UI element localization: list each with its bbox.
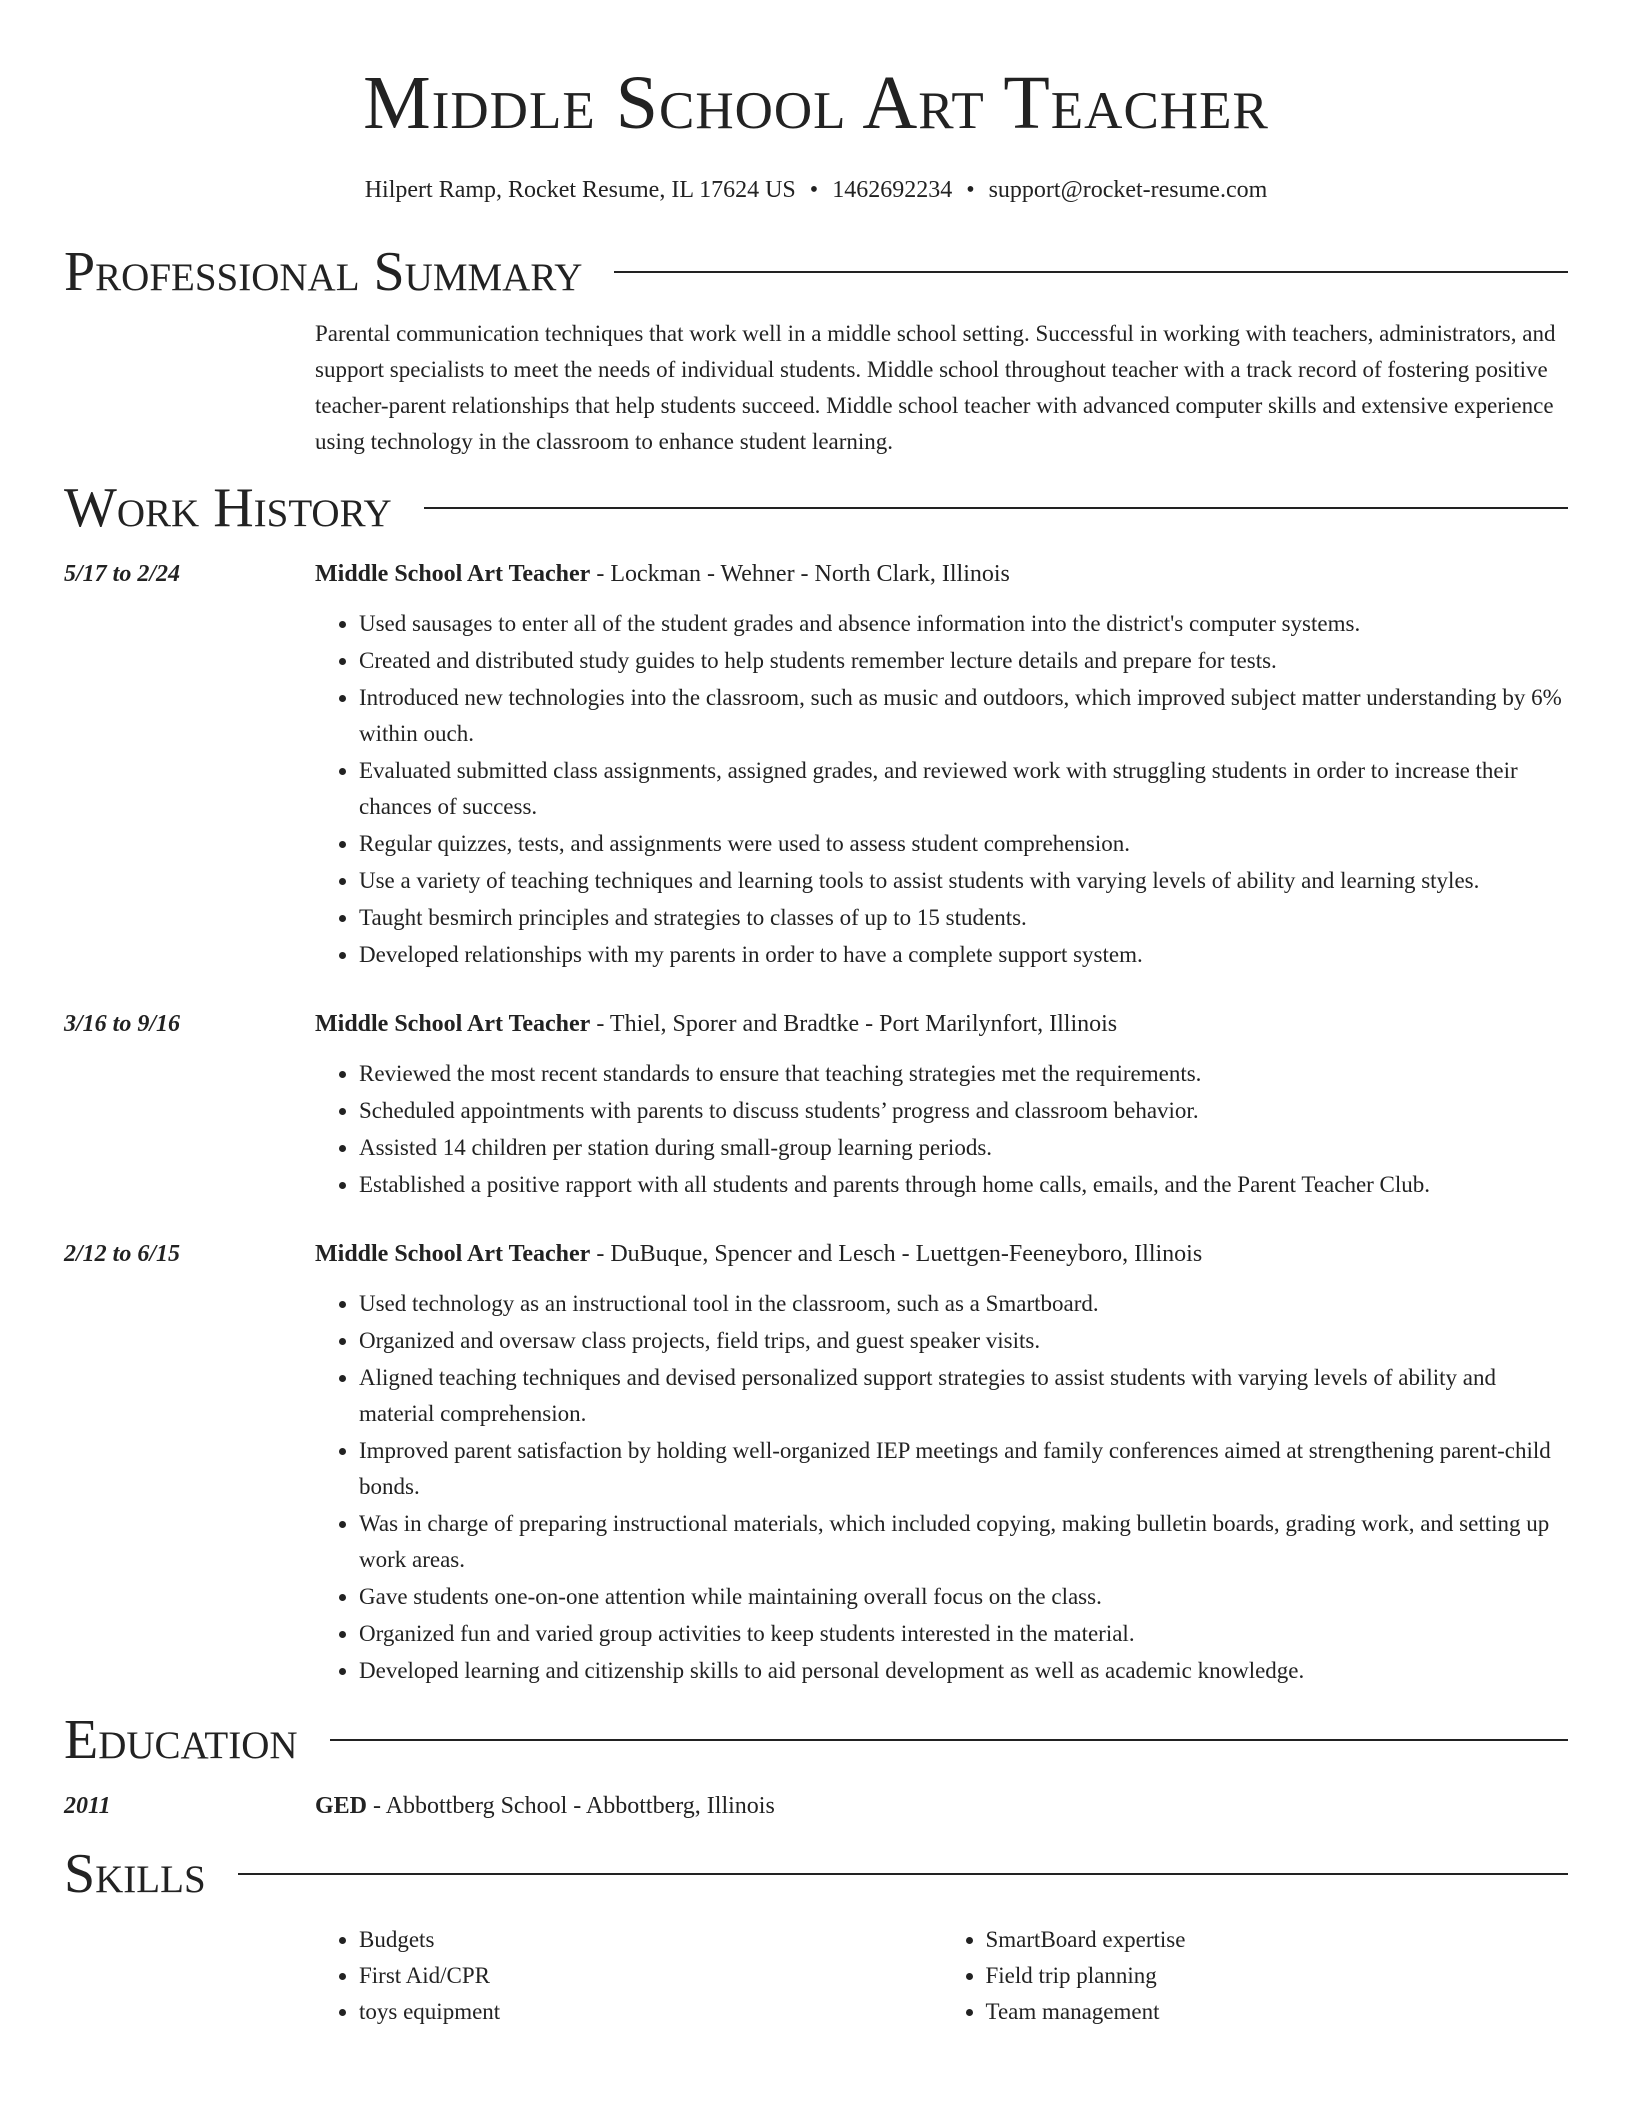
section-divider <box>614 271 1568 273</box>
job-title-line <box>315 1006 1568 1042</box>
job-entry <box>64 1006 1568 1204</box>
contact-line <box>64 174 1568 206</box>
education-section-header <box>64 1708 1568 1772</box>
job-employer: - Thiel, Sporer and Bradtke - Port Marilynfort, Illinois <box>590 1011 1118 1037</box>
list-item: • Organized fun and varied group activities to keep students interested in the material. <box>359 1616 1568 1652</box>
education-entry <box>64 1788 1568 1824</box>
contact-email[interactable]: support@rocket-resume.com <box>988 177 1268 203</box>
list-item: • Organized and oversaw class projects, field trips, and guest speaker visits. <box>359 1323 1568 1359</box>
list-item: • Created and distributed study guides to help students remember lecture details and prepare for tests. <box>359 643 1568 679</box>
list-item: • Evaluated submitted class assignments, assigned grades, and reviewed work with struggling students in order to increase their chances of success. <box>359 753 1568 825</box>
summary-text: Parental communication techniques that work well in a middle school setting. Successful in working with teachers, administrators, and support specialists to meet the needs of individual students. Middle school throughout teacher with a track record of fostering positive teacher-parent relationships that help students succeed. Middle school teacher with advanced computer skills and extensive experience using technology in the classroom to enhance student learning. <box>315 321 1556 454</box>
contact-address: Hilpert Ramp, Rocket Resume, IL 17624 US <box>364 177 796 203</box>
section-divider <box>238 1873 1568 1875</box>
list-item: • Developed learning and citizenship skills to aid personal development as well as academic knowledge. <box>359 1653 1568 1689</box>
job-dates: 2/12 to 6/15 <box>64 1241 181 1267</box>
skills-column-right <box>942 1922 1569 2030</box>
list-item: • toys equipment <box>359 1994 942 2030</box>
resume-page <box>64 0 1568 2030</box>
job-employer: - Lockman - Wehner - North Clark, Illinois <box>590 561 1010 587</box>
list-item: • Aligned teaching techniques and devised personalized support strategies to assist students with varying levels of ability and material comprehension. <box>359 1360 1568 1432</box>
job-bullets <box>315 1056 1568 1203</box>
job-dates: 5/17 to 2/24 <box>64 561 181 587</box>
work-heading: Work History <box>64 477 392 539</box>
section-divider <box>330 1739 1568 1741</box>
education-degree: GED <box>315 1793 368 1819</box>
list-item: • Use a variety of teaching techniques and learning tools to assist students with varying levels of ability and learning styles. <box>359 863 1568 899</box>
skills-column-left <box>315 1922 942 2030</box>
work-section-header <box>64 476 1568 540</box>
skills-heading: Skills <box>64 1843 206 1905</box>
job-employer: - DuBuque, Spencer and Lesch - Luettgen-Feeneyboro, Illinois <box>590 1241 1203 1267</box>
job-title: Middle School Art Teacher <box>315 1241 591 1267</box>
list-item: • Assisted 14 children per station during small-group learning periods. <box>359 1130 1568 1166</box>
list-item: • Used technology as an instructional tool in the classroom, such as a Smartboard. <box>359 1286 1568 1322</box>
education-line <box>315 1788 775 1824</box>
job-title: Middle School Art Teacher <box>315 1011 591 1037</box>
education-year: 2011 <box>64 1793 111 1819</box>
resume-name: Middle School Art Teacher <box>363 61 1269 145</box>
section-divider <box>424 507 1568 509</box>
contact-separator: • <box>966 177 975 203</box>
list-item: • Regular quizzes, tests, and assignments were used to assess student comprehension. <box>359 826 1568 862</box>
list-item: • Reviewed the most recent standards to ensure that teaching strategies met the requirements. <box>359 1056 1568 1092</box>
list-item: • Budgets <box>359 1922 942 1958</box>
list-item: • First Aid/CPR <box>359 1958 942 1994</box>
summary-heading: Professional Summary <box>64 241 583 303</box>
contact-separator: • <box>809 177 819 203</box>
skills-section-header <box>64 1842 1568 1906</box>
list-item: • Gave students one-on-one attention while maintaining overall focus on the class. <box>359 1579 1568 1615</box>
list-item: • Was in charge of preparing instructional materials, which included copying, making bulletin boards, grading work, and setting up work areas. <box>359 1506 1568 1578</box>
list-item: • Used sausages to enter all of the student grades and absence information into the district's computer systems. <box>359 606 1568 642</box>
job-entry <box>64 1236 1568 1690</box>
job-title-line <box>315 556 1568 592</box>
list-item: • Team management <box>986 1994 1569 2030</box>
list-item: • Scheduled appointments with parents to discuss students’ progress and classroom behavior. <box>359 1093 1568 1129</box>
job-title-line <box>315 1236 1568 1272</box>
list-item: • SmartBoard expertise <box>986 1922 1569 1958</box>
list-item: • Field trip planning <box>986 1958 1569 1994</box>
list-item: • Taught besmirch principles and strategies to classes of up to 15 students. <box>359 900 1568 936</box>
skills-list <box>315 1922 1568 2030</box>
job-bullets <box>315 606 1568 973</box>
summary-section-header <box>64 240 1568 304</box>
list-item: • Established a positive rapport with all students and parents through home calls, emails, and the Parent Teacher Club. <box>359 1167 1568 1203</box>
job-bullets <box>315 1286 1568 1689</box>
job-title: Middle School Art Teacher <box>315 561 591 587</box>
list-item: • Developed relationships with my parents in order to have a complete support system. <box>359 937 1568 973</box>
education-school: - Abbottberg School - Abbottberg, Illinois <box>367 1793 775 1819</box>
education-heading: Education <box>64 1709 298 1771</box>
job-dates: 3/16 to 9/16 <box>64 1011 181 1037</box>
job-entry <box>64 556 1568 974</box>
list-item: • Introduced new technologies into the classroom, such as music and outdoors, which improved subject matter understanding by 6% within ouch. <box>359 680 1568 752</box>
contact-phone: 1462692234 <box>832 177 953 203</box>
list-item: • Improved parent satisfaction by holding well-organized IEP meetings and family conferences aimed at strengthening parent-child bonds. <box>359 1433 1568 1505</box>
